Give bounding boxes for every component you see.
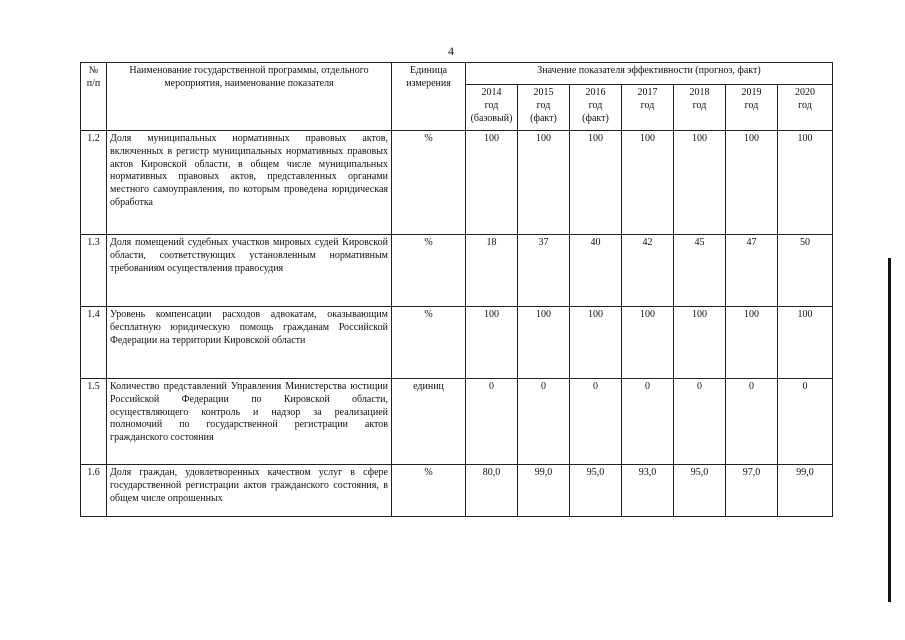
- value-2015: 37: [518, 235, 570, 307]
- value-2019: 100: [726, 131, 778, 235]
- value-2017: 100: [622, 131, 674, 235]
- value-2018: 0: [674, 379, 726, 465]
- header-num: № п/п: [81, 63, 107, 131]
- table-row: [81, 307, 833, 379]
- value-2015: 99,0: [518, 465, 570, 517]
- indicator-name: Количество представлений Управления Министерства юстиции Российской Федерации по Кировской области, осуществляющего контроль и надзор за реализацией полномочий по государственной регистрации актов гражданского состояния: [107, 379, 392, 465]
- indicator-name: Доля помещений судебных участков мировых судей Кировской области, соответствующих установленным нормативным требованиям осуществления правосудия: [107, 235, 392, 307]
- value-2020: 0: [778, 379, 833, 465]
- value-2014: 0: [466, 379, 518, 465]
- indicator-name: Доля муниципальных нормативных правовых актов, включенных в регистр муниципальных нормативных правовых актов Кировской области, в общем числе муниципальных нормативных правовых актов, представленных органами местного самоуправления, по которым проведена юридическая обработка: [107, 131, 392, 235]
- row-number: 1.2: [81, 131, 107, 235]
- header-year-2016: 2016 год (факт): [570, 85, 622, 131]
- value-2020: 100: [778, 307, 833, 379]
- value-2018: 95,0: [674, 465, 726, 517]
- indicator-name: Доля граждан, удовлетворенных качеством услуг в сфере государственной регистрации актов гражданского состояния, в общем числе опрошенных: [107, 465, 392, 517]
- value-2014: 100: [466, 307, 518, 379]
- header-year-2014: 2014 год (базовый): [466, 85, 518, 131]
- value-2018: 45: [674, 235, 726, 307]
- value-2018: 100: [674, 131, 726, 235]
- value-2016: 0: [570, 379, 622, 465]
- header-year-2019: 2019 год: [726, 85, 778, 131]
- value-2015: 100: [518, 131, 570, 235]
- value-2019: 97,0: [726, 465, 778, 517]
- value-2014: 100: [466, 131, 518, 235]
- value-2014: 18: [466, 235, 518, 307]
- unit-cell: %: [392, 131, 466, 235]
- indicator-table: [80, 62, 833, 517]
- unit-cell: единиц: [392, 379, 466, 465]
- value-2019: 47: [726, 235, 778, 307]
- value-2020: 100: [778, 131, 833, 235]
- value-2016: 95,0: [570, 465, 622, 517]
- unit-cell: %: [392, 307, 466, 379]
- value-2019: 100: [726, 307, 778, 379]
- indicator-name: Уровень компенсации расходов адвокатам, оказывающим бесплатную юридическую помощь гражданам Российской Федерации на территории Кировской области: [107, 307, 392, 379]
- row-number: 1.6: [81, 465, 107, 517]
- value-2020: 50: [778, 235, 833, 307]
- header-year-2018: 2018 год: [674, 85, 726, 131]
- value-2018: 100: [674, 307, 726, 379]
- value-2017: 0: [622, 379, 674, 465]
- table-row: [81, 379, 833, 465]
- header-name: Наименование государственной программы, отдельного мероприятия, наименование показателя: [107, 63, 392, 131]
- value-2016: 100: [570, 131, 622, 235]
- header-year-2017: 2017 год: [622, 85, 674, 131]
- value-2016: 40: [570, 235, 622, 307]
- table-row: [81, 465, 833, 517]
- value-2017: 42: [622, 235, 674, 307]
- table-row: [81, 235, 833, 307]
- unit-cell: %: [392, 465, 466, 517]
- value-2019: 0: [726, 379, 778, 465]
- row-number: 1.3: [81, 235, 107, 307]
- row-number: 1.4: [81, 307, 107, 379]
- page-number: 4: [448, 44, 454, 58]
- header-year-2015: 2015 год (факт): [518, 85, 570, 131]
- value-2015: 100: [518, 307, 570, 379]
- value-2017: 93,0: [622, 465, 674, 517]
- unit-cell: %: [392, 235, 466, 307]
- scan-edge-line: [888, 258, 891, 602]
- value-2015: 0: [518, 379, 570, 465]
- header-unit: Единица измерения: [392, 63, 466, 131]
- value-2020: 99,0: [778, 465, 833, 517]
- header-values: Значение показателя эффективности (прогноз, факт): [466, 63, 833, 85]
- header-year-2020: 2020 год: [778, 85, 833, 131]
- value-2016: 100: [570, 307, 622, 379]
- row-number: 1.5: [81, 379, 107, 465]
- table-row: [81, 131, 833, 235]
- value-2017: 100: [622, 307, 674, 379]
- value-2014: 80,0: [466, 465, 518, 517]
